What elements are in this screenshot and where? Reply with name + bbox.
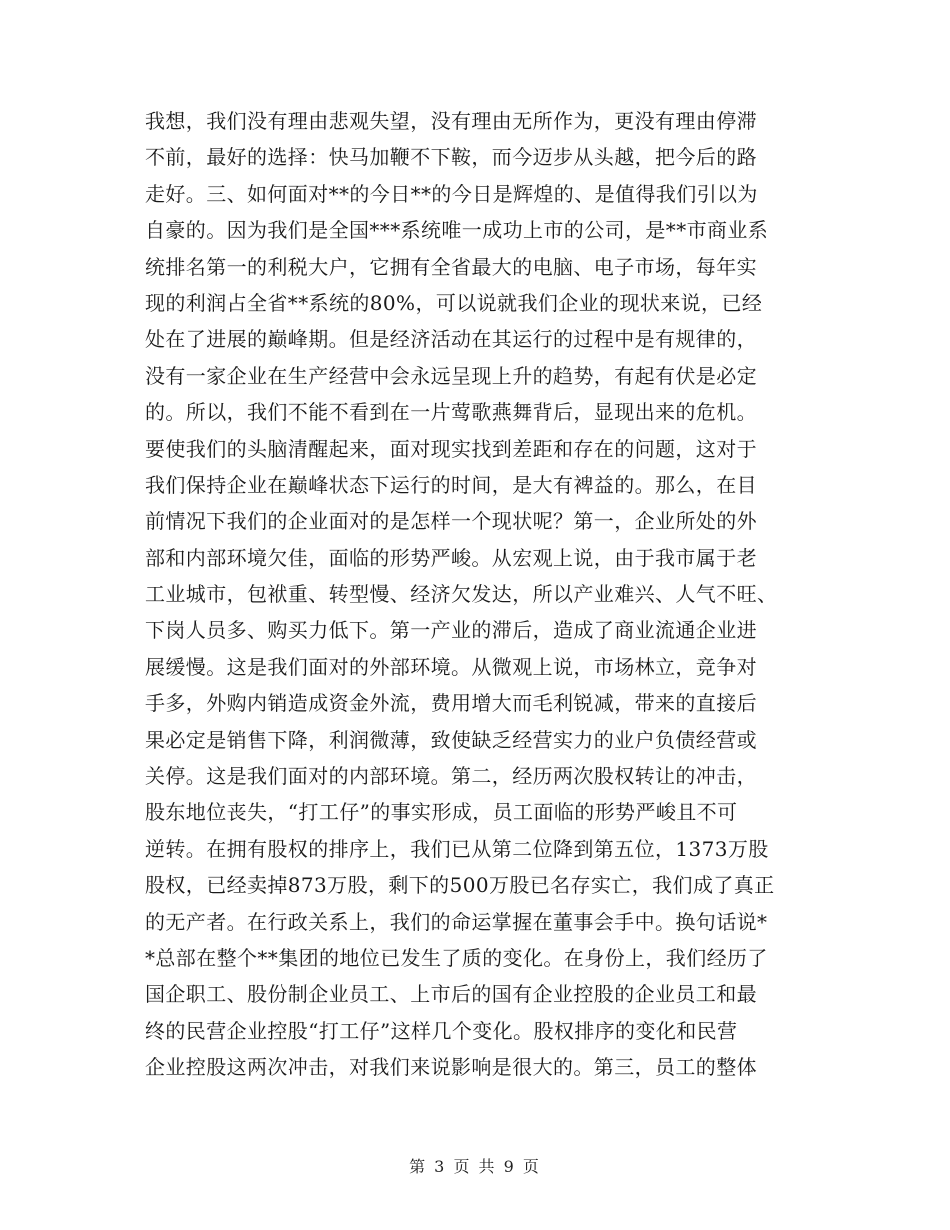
text-line: 现的利润占全省**系统的80%，可以说就我们企业的现状来说，已经 [145,290,763,315]
text-line: 处在了进展的巅峰期。但是经济活动在其运行的过程中是有规律的， [145,327,757,352]
text-line: 走好。三、如何面对**的今日**的今日是辉煌的、是值得我们引以为 [145,181,758,206]
text-line: 关停。这是我们面对的内部环境。第二，经历两次股权转让的冲击， [145,764,757,789]
page-footer: 第 3 页 共 9 页 [409,1157,541,1176]
body-text [145,103,805,1086]
text-line: 企业控股这两次冲击，对我们来说影响是很大的。第三，员工的整体 [145,1055,757,1080]
text-line: 部和内部环境欠佳，面临的形势严峻。从宏观上说，由于我市属于老 [145,545,757,570]
text-line: 前情况下我们的企业面对的是怎样一个现状呢？第一，企业所处的外 [145,509,757,534]
text-line: 不前，最好的选择：快马加鞭不下鞍，而今迈步从头越，把今后的路 [145,145,757,170]
text-line: 展缓慢。这是我们面对的外部环境。从微观上说，市场林立，竞争对 [145,654,757,679]
text-line: 逆转。在拥有股权的排序上，我们已从第二位降到第五位，1373万股 [145,836,769,861]
text-line: 国企职工、股份制企业员工、上市后的国有企业控股的企业员工和最 [145,982,757,1007]
text-line: 没有一家企业在生产经营中会永远呈现上升的趋势，有起有伏是必定 [145,363,757,388]
text-line: 统排名第一的利税大户，它拥有全省最大的电脑、电子市场，每年实 [145,254,757,279]
text-line: 股东地位丧失，“打工仔”的事实形成，员工面临的形势严峻且不可 [145,800,738,825]
text-line: 终的民营企业控股“打工仔”这样几个变化。股权排序的变化和民营 [145,1018,738,1043]
text-line: 自豪的。因为我们是全国***系统唯一成功上市的公司，是**市商业系 [145,218,769,243]
text-line: 手多，外购内销造成资金外流，费用增大而毛利锐减，带来的直接后 [145,691,757,716]
text-line: 果必定是销售下降，利润微薄，致使缺乏经营实力的业户负债经营或 [145,727,757,752]
text-line: *总部在整个**集团的地位已发生了质的变化。在身份上，我们经历了 [145,945,768,970]
text-line: 股权，已经卖掉873万股，剩下的500万股已名存实亡，我们成了真正 [145,873,775,898]
text-line: 我想，我们没有理由悲观失望，没有理由无所作为，更没有理由停滞 [145,109,757,133]
text-line: 我们保持企业在巅峰状态下运行的时间，是大有裨益的。那么，在目 [145,472,757,497]
text-line: 的无产者。在行政关系上，我们的命运掌握在董事会手中。换句话说* [145,909,768,934]
text-line: 下岗人员多、购买力低下。第一产业的滞后，造成了商业流通企业进 [145,618,757,643]
text-line: 要使我们的头脑清醒起来，面对现实找到差距和存在的问题，这对于 [145,436,757,461]
text-line: 工业城市，包袱重、转型慢、经济欠发达，所以产业难兴、人气不旺、 [145,582,778,607]
text-line: 的。所以，我们不能不看到在一片莺歌燕舞背后，显现出来的危机。 [145,400,757,425]
